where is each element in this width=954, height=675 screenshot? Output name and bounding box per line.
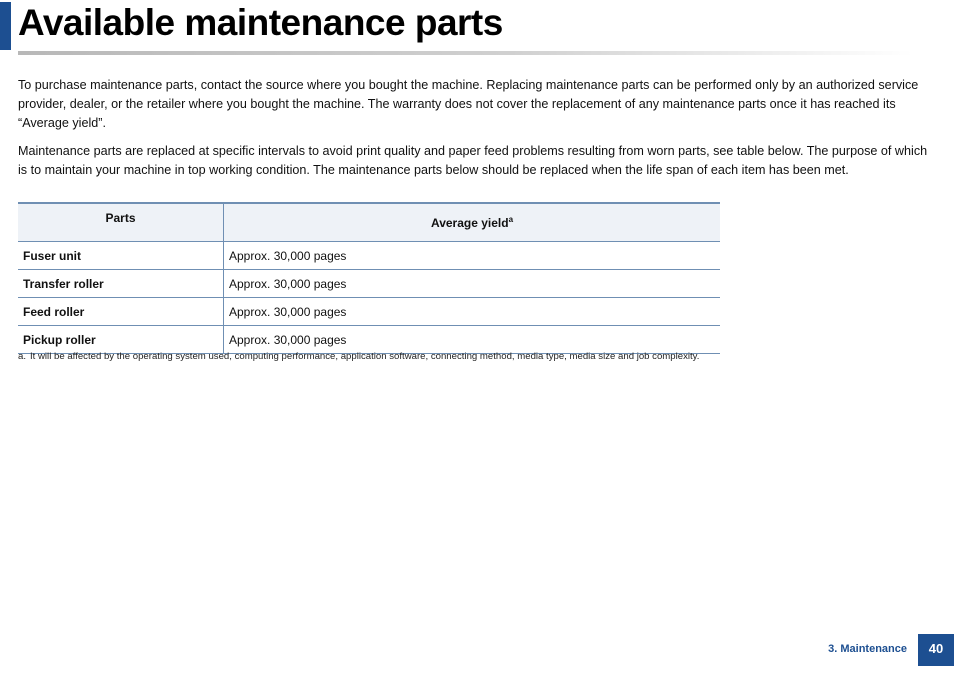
part-name: Pickup roller	[18, 326, 224, 354]
page-title: Available maintenance parts	[18, 2, 503, 43]
table-footnote	[18, 351, 720, 363]
table-row	[18, 326, 720, 354]
part-yield: Approx. 30,000 pages	[224, 242, 721, 270]
part-name: Transfer roller	[18, 270, 224, 298]
part-yield: Approx. 30,000 pages	[224, 326, 721, 354]
title-accent-bar	[0, 2, 11, 50]
footnote-reference[interactable]: a	[508, 214, 514, 224]
table-row	[18, 242, 720, 270]
footer-section-link[interactable]: 3. Maintenance	[828, 643, 907, 655]
footnote-text: It will be affected by the operating system used, computing performance, application software, connecting method, media type, media size and job complexity.	[30, 351, 700, 362]
header-average-yield-label: Average yield	[430, 215, 509, 230]
table-row	[18, 298, 720, 326]
header-parts: Parts	[18, 203, 224, 242]
title-underline	[18, 51, 913, 55]
page-number: 40	[918, 634, 954, 666]
intro-paragraph: To purchase maintenance parts, contact the source where you bought the machine. Replacing maintenance parts can be performed only by an authorized service provider, dealer, or the retailer where you bought the machine. The warranty does not cover the replacement of any maintenance parts once it has reached its “Average yield”.	[18, 78, 919, 130]
part-yield: Approx. 30,000 pages	[224, 298, 721, 326]
part-name: Feed roller	[18, 298, 224, 326]
purpose-paragraph: Maintenance parts are replaced at specific intervals to avoid print quality and paper feed problems resulting from worn parts, see table below. The purpose of which is to maintain your machine in top working condition. The maintenance parts below should be replaced when the life span of each item has been met.	[18, 144, 928, 177]
maintenance-parts-table	[18, 202, 720, 354]
table-row	[18, 270, 720, 298]
part-yield: Approx. 30,000 pages	[224, 270, 721, 298]
header-average-yield	[224, 203, 721, 242]
table-header-row	[18, 203, 720, 242]
footnote-mark: a.	[18, 351, 27, 362]
part-name: Fuser unit	[18, 242, 224, 270]
